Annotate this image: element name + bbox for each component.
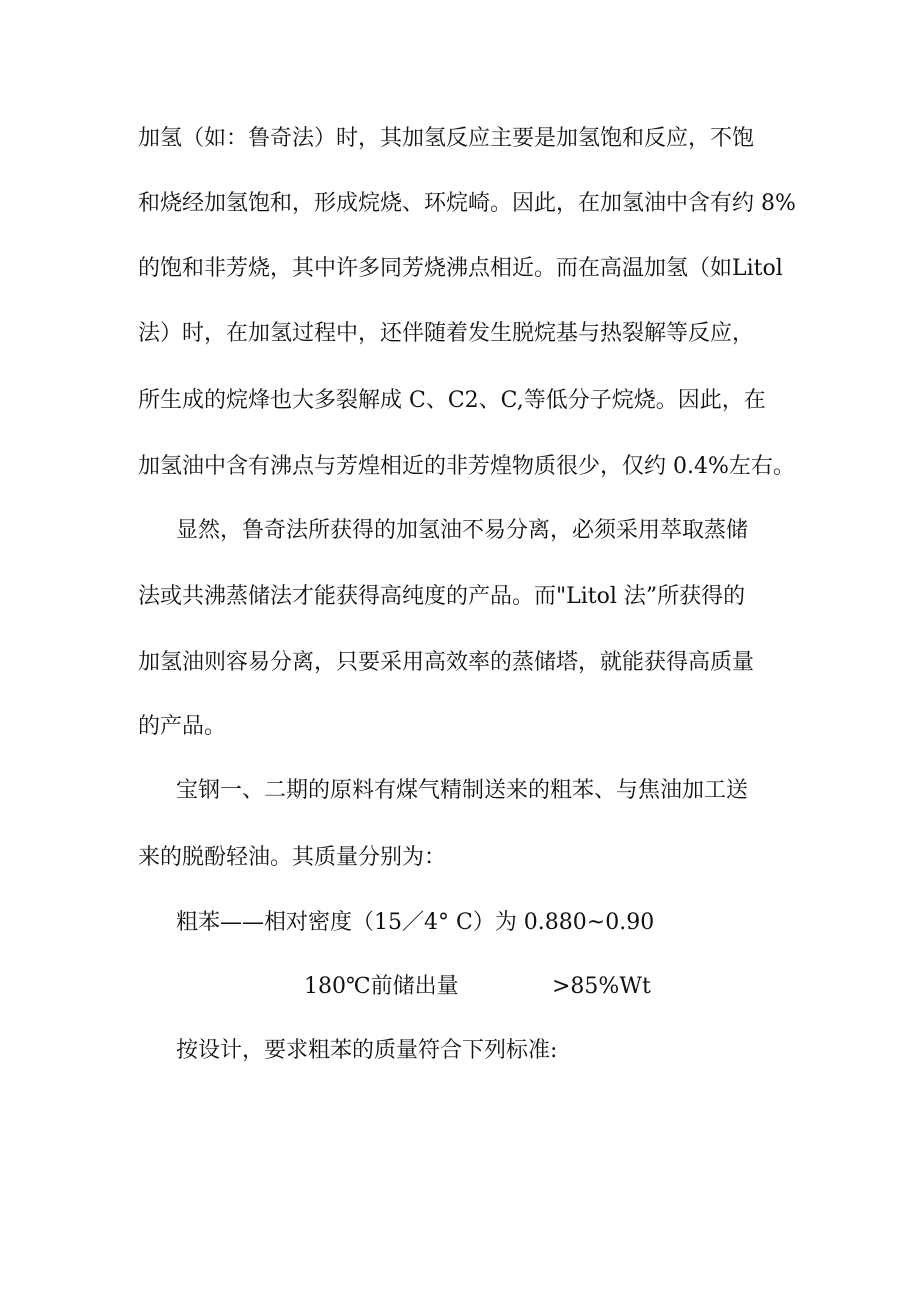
spec-density-line: 粗苯——相对密度（15／4° C）为 0.880~0.90 [176, 910, 655, 935]
paragraph-1-line-1: 加氢（如：鲁奇法）时，其加氢反应主要是加氢饱和反应，不饱 [138, 126, 755, 151]
spec-distill-label: 180℃前储出量 [304, 974, 459, 999]
paragraph-2-line-4: 的产品。 [138, 714, 227, 739]
paragraph-1-line-3: 的饱和非芳烧，其中许多同芳烧沸点相近。而在高温加氢（如Litol [138, 256, 783, 281]
paragraph-1-line-5: 所生成的烷烽也大多裂解成 C、C2、C,等低分子烷烧。因此，在 [138, 388, 766, 413]
paragraph-1-line-6: 加氢油中含有沸点与芳煌相近的非芳煌物质很少，仅约 0.4%左右。 [138, 454, 795, 479]
paragraph-3-line-1: 宝钢一、二期的原料有煤气精制送来的粗苯、与焦油加工送 [176, 778, 749, 803]
paragraph-3-line-2: 来的脱酚轻油。其质量分别为： [138, 845, 447, 870]
spec-distill-value: >85%Wt [552, 974, 651, 999]
paragraph-1-line-2: 和烧经加氢饱和，形成烷烧、环烷崎。因此，在加氢油中含有约 8% [138, 191, 796, 216]
paragraph-2-line-3: 加氢油则容易分离，只要采用高效率的蒸储塔，就能获得高质量 [138, 650, 755, 675]
paragraph-1-line-4: 法）时，在加氢过程中，还伴随着发生脱烷基与热裂解等反应， [138, 321, 755, 346]
paragraph-2-line-1: 显然，鲁奇法所获得的加氢油不易分离，必须采用萃取蒸储 [176, 518, 749, 543]
paragraph-2-line-2: 法或共沸蒸储法才能获得高纯度的产品。而"Litol 法”所获得的 [138, 584, 746, 609]
paragraph-4-line-1: 按设计，要求粗苯的质量符合下列标准: [176, 1038, 558, 1063]
